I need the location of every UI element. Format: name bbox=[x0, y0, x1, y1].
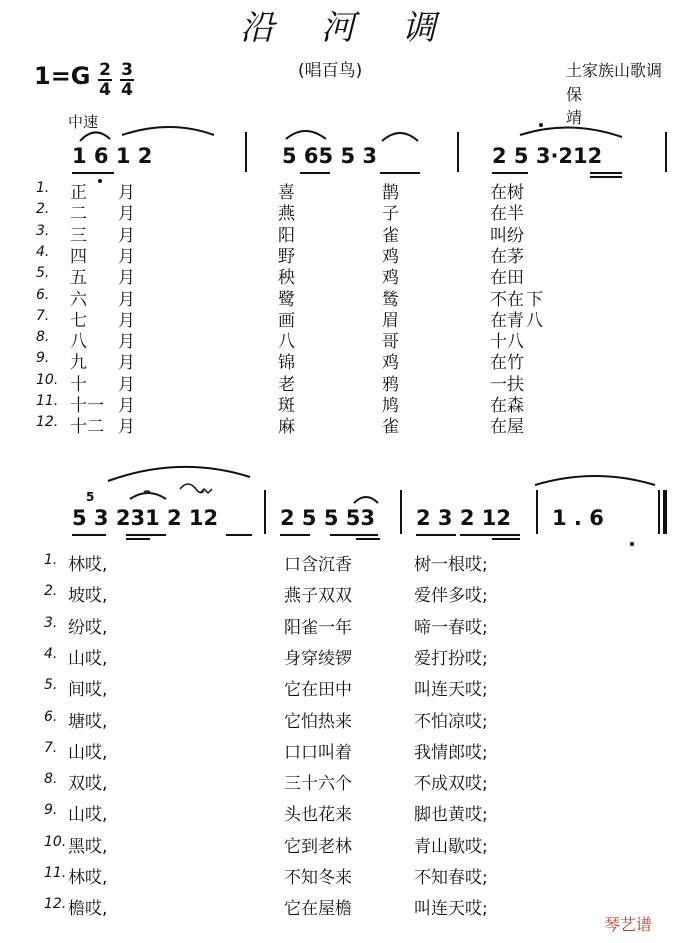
underline bbox=[492, 172, 528, 174]
verse-number: 10. bbox=[44, 833, 67, 850]
time-signature-1: 2 4 bbox=[99, 60, 111, 100]
lyric-syllable: 鸡 bbox=[382, 268, 399, 289]
lyric-syllable: 十一 bbox=[70, 396, 104, 416]
lyric-syllable: 三 bbox=[70, 225, 87, 246]
barline bbox=[264, 490, 266, 534]
lyric-syllable: 雀 bbox=[382, 417, 399, 438]
lyric-syllable: 鸦 bbox=[382, 374, 399, 395]
lyric-line: 燕子双双 bbox=[284, 586, 352, 607]
lyric-syllable: 在树 bbox=[490, 183, 524, 203]
verse-number: 9. bbox=[36, 350, 50, 367]
lyric-syllable: 鸶 bbox=[382, 289, 399, 310]
underline bbox=[416, 534, 456, 536]
underline bbox=[460, 534, 520, 536]
lyric-line: 头也花来 bbox=[284, 805, 352, 826]
lyric-line: 啼一春哎; bbox=[414, 617, 488, 638]
grace-note: 5 bbox=[86, 490, 95, 504]
verse-number: 2. bbox=[44, 583, 58, 600]
measure-1: 1 6 1 2 bbox=[72, 144, 153, 168]
lyric-syllable: 八 bbox=[526, 310, 543, 331]
barline bbox=[658, 490, 660, 534]
lyric-line: 叫连天哎; bbox=[414, 680, 488, 701]
source-label: 土家族山歌调 bbox=[566, 61, 663, 80]
lyric-line: 纷哎, bbox=[68, 617, 108, 638]
underline bbox=[280, 534, 310, 536]
lyric-syllable: 在茅 bbox=[490, 246, 524, 267]
lyric-syllable: 秧 bbox=[278, 268, 295, 289]
verse-number: 10. bbox=[36, 371, 59, 388]
underline bbox=[380, 172, 420, 174]
song-subtitle: (唱百鸟) bbox=[298, 61, 363, 81]
lyric-line: 林哎, bbox=[68, 868, 108, 888]
lyric-syllable: 子 bbox=[382, 204, 399, 225]
barline bbox=[400, 490, 402, 534]
underline bbox=[126, 534, 166, 536]
underline bbox=[590, 176, 622, 178]
lyric-line: 它怕热来 bbox=[284, 711, 352, 732]
lyric-syllable: 七 bbox=[70, 310, 87, 331]
lyric-syllable: 野 bbox=[278, 246, 295, 267]
lyric-line: 树一根哎; bbox=[414, 555, 488, 575]
lyric-line: 口口叫着 bbox=[284, 742, 352, 763]
lyric-syllable: 十二 bbox=[70, 417, 104, 438]
lyric-syllable: 八 bbox=[278, 332, 295, 353]
lyric-line: 阳雀一年 bbox=[284, 617, 352, 638]
lyric-syllable: 鹊 bbox=[382, 183, 399, 203]
lyric-line: 塘哎, bbox=[68, 711, 108, 732]
lyric-syllable: 在屋 bbox=[490, 417, 524, 438]
lyric-line: 它到老林 bbox=[284, 836, 352, 857]
verse-number: 6. bbox=[44, 708, 58, 725]
lyric-syllable: 四 bbox=[70, 246, 87, 267]
barline bbox=[245, 132, 247, 172]
lyric-syllable: 鸠 bbox=[382, 396, 399, 416]
song-title: 沿 河 调 bbox=[240, 8, 454, 48]
lyric-line: 山哎, bbox=[68, 648, 108, 669]
verse-number: 4. bbox=[36, 243, 50, 260]
lyric-line: 坡哎, bbox=[68, 586, 108, 607]
lyric-syllable: 月 bbox=[118, 246, 135, 267]
lyric-syllable: 鸡 bbox=[382, 353, 399, 374]
lyric-line: 叫连天哎; bbox=[414, 899, 488, 920]
lyric-line: 三十六个 bbox=[284, 774, 352, 795]
lyric-syllable: 眉 bbox=[382, 310, 399, 331]
lyric-syllable: 月 bbox=[118, 204, 135, 225]
verse-number: 1. bbox=[44, 552, 58, 568]
lyric-line: 爱伴多哎; bbox=[414, 586, 488, 607]
lyric-syllable: 下 bbox=[526, 289, 543, 310]
lyric-line: 它在屋檐 bbox=[284, 899, 352, 920]
lyric-line: 不成双哎; bbox=[414, 774, 488, 795]
final-barline bbox=[663, 490, 667, 534]
watermark-logo: 琴艺谱 bbox=[604, 915, 653, 934]
lyric-line: 它在田中 bbox=[284, 680, 352, 701]
octave-dot bbox=[630, 542, 634, 546]
lyric-line: 双哎, bbox=[68, 774, 108, 795]
lyric-line: 青山歇哎; bbox=[414, 836, 488, 857]
lyric-syllable: 一扶 bbox=[490, 374, 524, 395]
underline bbox=[226, 534, 252, 536]
verse-number: 6. bbox=[36, 286, 50, 303]
lyric-syllable: 麻 bbox=[278, 417, 295, 438]
time-signature-2: 3 4 bbox=[121, 60, 133, 100]
lyric-syllable: 六 bbox=[70, 289, 87, 310]
lyric-line: 黑哎, bbox=[68, 836, 108, 857]
lyric-syllable: 月 bbox=[118, 353, 135, 374]
verse-number: 4. bbox=[44, 645, 58, 662]
lyric-syllable: 月 bbox=[118, 183, 135, 203]
lyric-line: 身穿绫锣 bbox=[284, 648, 352, 669]
lyric-syllable: 九 bbox=[70, 353, 87, 374]
lyric-syllable: 月 bbox=[118, 374, 135, 395]
verse-number: 11. bbox=[36, 393, 59, 409]
underline bbox=[330, 534, 378, 536]
verse-number: 8. bbox=[36, 329, 50, 346]
lyric-syllable: 在青 bbox=[490, 310, 524, 331]
octave-dot bbox=[98, 179, 102, 183]
lyric-syllable: 二 bbox=[70, 204, 87, 225]
underline bbox=[72, 534, 106, 536]
lyric-line: 林哎, bbox=[68, 555, 108, 575]
lyric-line: 不知春哎; bbox=[414, 868, 488, 888]
verse-number: 1. bbox=[36, 180, 50, 196]
measure-7: 1 . 6 bbox=[552, 506, 604, 530]
underline bbox=[590, 172, 622, 174]
lyric-line: 口含沉香 bbox=[284, 555, 352, 575]
verse-number: 12. bbox=[44, 896, 67, 913]
verse-number: 7. bbox=[44, 739, 58, 756]
underline bbox=[126, 538, 150, 540]
lyric-line: 爱打扮哎; bbox=[414, 648, 488, 669]
lyric-line: 山哎, bbox=[68, 805, 108, 826]
underline bbox=[492, 538, 520, 540]
lyric-syllable: 喜 bbox=[278, 183, 295, 203]
barline bbox=[457, 132, 459, 172]
lyric-syllable: 斑 bbox=[278, 396, 295, 416]
lyric-line: 间哎, bbox=[68, 680, 108, 701]
lyric-syllable: 月 bbox=[118, 310, 135, 331]
lyric-syllable: 鸡 bbox=[382, 246, 399, 267]
underline bbox=[356, 538, 380, 540]
lyric-syllable: 哥 bbox=[382, 332, 399, 353]
verse-number: 5. bbox=[44, 677, 58, 694]
measure-6: 2 3 2 12 bbox=[416, 506, 511, 530]
lyric-syllable: 老 bbox=[278, 374, 295, 395]
lyric-syllable: 月 bbox=[118, 268, 135, 289]
barline bbox=[665, 132, 667, 172]
lyric-syllable: 不在 bbox=[490, 289, 524, 310]
lyric-syllable: 月 bbox=[118, 225, 135, 246]
lyric-syllable: 月 bbox=[118, 417, 135, 438]
lyric-syllable: 在田 bbox=[490, 268, 524, 289]
lyric-syllable: 八 bbox=[70, 332, 87, 353]
underline bbox=[72, 172, 114, 174]
lyric-syllable: 锦 bbox=[278, 353, 295, 374]
lyric-syllable: 月 bbox=[118, 332, 135, 353]
lyric-syllable: 正 bbox=[70, 183, 87, 203]
lyric-syllable: 燕 bbox=[278, 204, 295, 225]
verse-number: 7. bbox=[36, 307, 50, 324]
lyric-syllable: 十八 bbox=[490, 332, 524, 353]
measure-2: 5 65 5 3 bbox=[282, 144, 377, 168]
verse-number: 8. bbox=[44, 771, 58, 788]
tempo-marking: 中速 bbox=[68, 113, 99, 131]
lyric-syllable: 月 bbox=[118, 289, 135, 310]
verse-number: 9. bbox=[44, 802, 58, 819]
measure-3: 2 5 3·212 bbox=[492, 144, 603, 168]
lyric-line: 不怕凉哎; bbox=[414, 711, 488, 732]
lyric-syllable: 阳 bbox=[278, 225, 295, 246]
lyric-line: 檐哎, bbox=[68, 899, 108, 920]
lyric-syllable: 在森 bbox=[490, 396, 524, 416]
lyric-syllable: 叫纷 bbox=[490, 225, 524, 246]
verse-number: 2. bbox=[36, 201, 50, 218]
lyric-syllable: 在半 bbox=[490, 204, 524, 225]
verse-number: 11. bbox=[44, 865, 67, 881]
verse-number: 5. bbox=[36, 265, 50, 282]
verse-number: 3. bbox=[44, 614, 58, 631]
lyric-line: 不知冬来 bbox=[284, 868, 352, 888]
measure-4: 5 3 231 2 12 bbox=[72, 506, 219, 530]
lyric-syllable: 画 bbox=[278, 310, 295, 331]
lyric-line: 脚也黄哎; bbox=[414, 805, 488, 826]
lyric-syllable: 在竹 bbox=[490, 353, 524, 374]
lyric-syllable: 五 bbox=[70, 268, 87, 289]
verse-number: 3. bbox=[36, 222, 50, 239]
lyric-syllable: 雀 bbox=[382, 225, 399, 246]
barline bbox=[536, 490, 538, 534]
lyric-syllable: 十 bbox=[70, 374, 87, 395]
measure-5: 2 5 5 53 bbox=[280, 506, 375, 530]
verse-number: 12. bbox=[36, 414, 59, 431]
lyric-line: 山哎, bbox=[68, 742, 108, 763]
key-signature: 1=G bbox=[34, 62, 91, 90]
lyric-syllable: 鹭 bbox=[278, 289, 295, 310]
underline bbox=[300, 172, 330, 174]
lyric-syllable: 月 bbox=[118, 396, 135, 416]
lyric-line: 我情郎哎; bbox=[414, 742, 488, 763]
author-label: 保 靖 bbox=[566, 85, 619, 127]
